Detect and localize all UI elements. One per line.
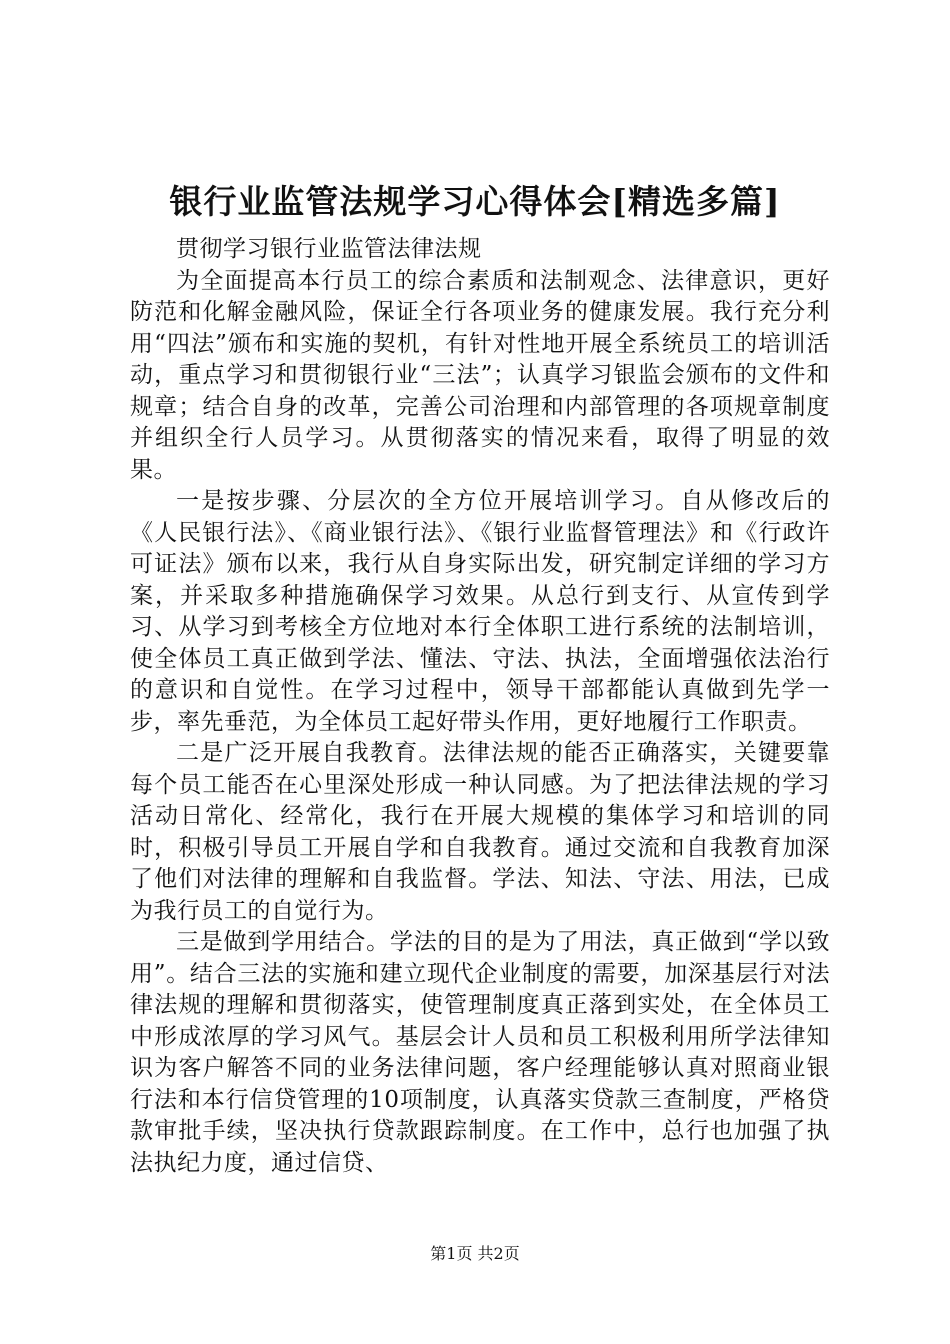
paragraph-point-one: 一是按步骤、分层次的全方位开展培训学习。自从修改后的《人民银行法》、《商业银行法》、《银行业监督管理法》和《行政许可证法》颁布以来，我行从自身实际出发，研究制定详细的学习方案，并采取多种措施确保学习效果。从总行到支行、从宣传到学习、从学习到考核全方位地对本行全体职工进行系统的法制培训，使全体员工真正做到学法、懂法、守法、执法，全面增强依法治行的意识和自觉性。在学习过程中，领导干部都能认真做到先学一步，率先垂范，为全体员工起好带头作用，更好地履行工作职责。 — [130, 488, 830, 735]
document-subtitle: 贯彻学习银行业监管法律法规 — [176, 236, 482, 262]
document-body — [130, 234, 830, 1179]
document-title: 银行业监管法规学习心得体会[精选多篇] — [169, 182, 781, 221]
paragraph-intro: 为全面提高本行员工的综合素质和法制观念、法律意识，更好防范和化解金融风险，保证全行各项业务的健康发展。我行充分利用“四法”颁布和实施的契机，有针对性地开展全系统员工的培训活动，重点学习和贯彻银行业“三法”；认真学习银监会颁布的文件和规章；结合自身的改革，完善公司治理和内部管理的各项规章制度并组织全行人员学习。从贯彻落实的情况来看，取得了明显的效果。 — [130, 267, 830, 483]
paragraph-point-three: 三是做到学用结合。学法的目的是为了用法，真正做到“学以致用”。结合三法的实施和建立现代企业制度的需要，加深基层行对法律法规的理解和贯彻落实，使管理制度真正落到实处，在全体员工中形成浓厚的学习风气。基层会计人员和员工积极利用所学法律知识为客户解答不同的业务法律问题，客户经理能够认真对照商业银行法和本行信贷管理的10项制度，认真落实贷款三查制度，严格贷款审批手续，坚决执行贷款跟踪制度。在工作中，总行也加强了执法执纪力度，通过信贷、 — [130, 929, 830, 1176]
paragraph-point-two: 二是广泛开展自我教育。法律法规的能否正确落实，关键要靠每个员工能否在心里深处形成一种认同感。为了把法律法规的学习活动日常化、经常化，我行在开展大规模的集体学习和培训的同时，积极引导员工开展自学和自我教育。通过交流和自我教育加深了他们对法律的理解和自我监督。学法、知法、守法、用法，已成为我行员工的自觉行为。 — [130, 740, 830, 924]
page-number-footer: 第1页 共2页 — [430, 1244, 520, 1263]
